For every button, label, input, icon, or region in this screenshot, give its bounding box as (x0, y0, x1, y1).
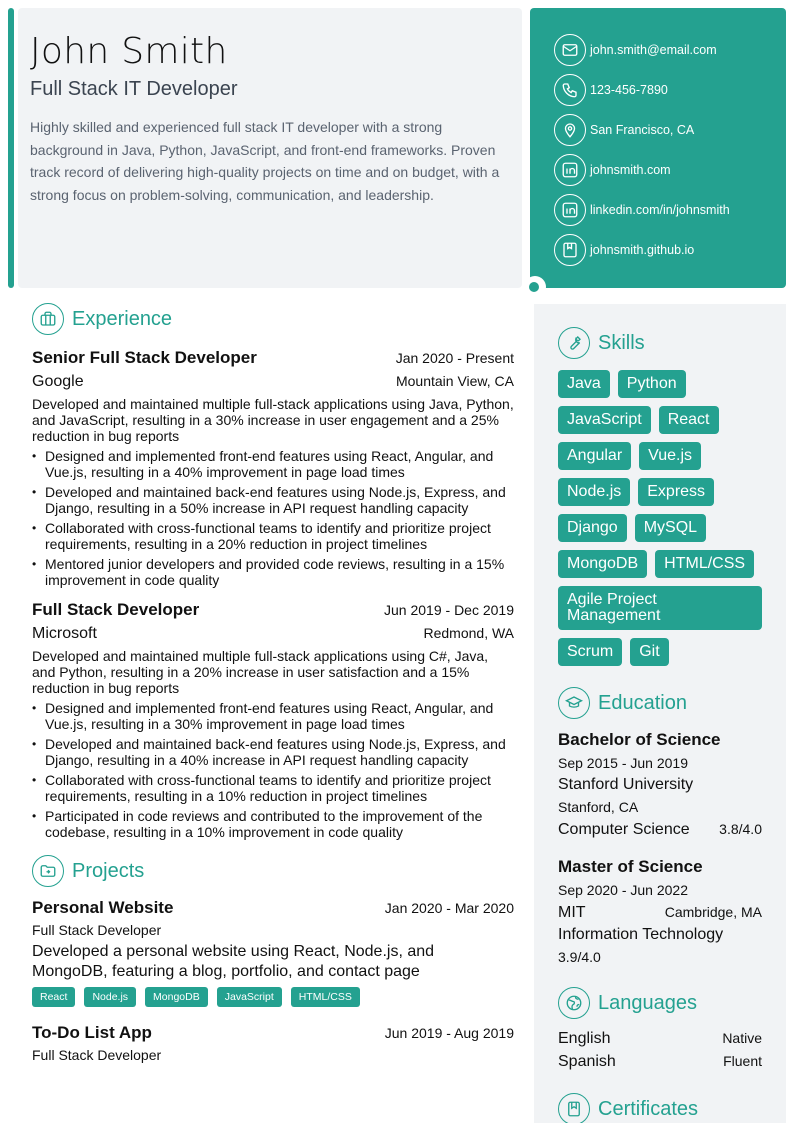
job-description: Developed and maintained multiple full-stack applications using Java, Python, and JavaScript, resulting in a 30% increase in user engagement and a 25% reduction in bug reports (32, 396, 514, 444)
contact-phone[interactable] (530, 70, 786, 110)
language-item (558, 1030, 762, 1053)
skill-badge: Express (638, 478, 714, 506)
skill-badge: JavaScript (558, 406, 651, 434)
profile-summary: Highly skilled and experienced full stack IT developer with a strong background in Java, Python, JavaScript, and front-end frameworks. Proven track record of delivering high-quality projects on time and on budget, with a strong focus on problem-solving, communication, and leadership. (30, 119, 500, 203)
skills-list (558, 370, 762, 666)
graduation-cap-icon (558, 687, 590, 719)
linkedin-icon (554, 154, 586, 186)
candidate-title: Full Stack IT Developer (30, 78, 238, 100)
project-role: Full Stack Developer (32, 922, 162, 938)
skill-badge: Git (630, 638, 668, 666)
contact-location (530, 110, 786, 150)
education-school: Stanford University (558, 776, 694, 793)
skill-badge: MongoDB (558, 550, 647, 578)
main-column (32, 302, 514, 1065)
folder-icon (32, 855, 64, 887)
project-role: Full Stack Developer (32, 1047, 162, 1063)
language-name: English (558, 1030, 611, 1047)
project-tag: MongoDB (145, 987, 208, 1007)
skill-badge: React (659, 406, 719, 434)
projects-title: Projects (72, 859, 145, 882)
header-section (18, 8, 522, 288)
phone-icon (554, 74, 586, 106)
project-tag: React (32, 987, 75, 1007)
job-highlight: • Designed and implemented front-end features using React, Angular, and Vue.js, resulting in a 40% improvement in page load times (32, 448, 514, 480)
skill-badge: Angular (558, 442, 631, 470)
contact-location-text: San Francisco, CA (590, 123, 695, 137)
education-school: MIT (558, 904, 586, 921)
skills-title: Skills (598, 331, 645, 354)
skill-badge: Python (618, 370, 686, 398)
language-level: Native (722, 1030, 762, 1046)
contact-github[interactable] (530, 230, 786, 270)
job-highlight: • Collaborated with cross-functional teams to identify and prioritize project requirements, resulting in a 10% reduction in project timelines (32, 772, 514, 804)
education-title: Education (598, 691, 687, 714)
job-location: Redmond, WA (423, 625, 514, 641)
project-name: Personal Website (32, 898, 174, 917)
project-tag: HTML/CSS (291, 987, 360, 1007)
education-heading (558, 686, 762, 720)
education-degree: Master of Science (558, 857, 703, 876)
job-highlight: • Collaborated with cross-functional teams to identify and prioritize project requirements, resulting in a 20% reduction in project timelines (32, 520, 514, 552)
education-degree: Bachelor of Science (558, 730, 721, 749)
skill-badge: HTML/CSS (655, 550, 754, 578)
map-pin-icon (554, 114, 586, 146)
job-company: Google (32, 373, 84, 390)
job-highlight: • Developed and maintained back-end features using Node.js, Express, and Django, resulting in a 50% increase in API request handling capacity (32, 484, 514, 516)
sidebar-column (534, 304, 786, 1123)
job-location: Mountain View, CA (395, 373, 514, 389)
bookmark-book-icon (554, 234, 586, 266)
languages-title: Languages (598, 991, 697, 1014)
experience-title: Experience (72, 307, 173, 330)
header-connector-dot (524, 276, 546, 298)
job-highlight: • Participated in code reviews and contributed to the improvement of the codebase, resulting in a 10% improvement in code quality (32, 808, 514, 840)
wrench-icon (558, 327, 590, 359)
contact-website-text: johnsmith.com (590, 163, 671, 177)
certificate-book-icon (558, 1093, 590, 1123)
job-highlight: • Mentored junior developers and provided code reviews, resulting in a 15% improvement in code quality (32, 556, 514, 588)
contact-email-text: john.smith@email.com (590, 43, 717, 57)
education-entry (558, 728, 762, 841)
job-highlights (32, 448, 514, 588)
certificates-title: Certificates (598, 1097, 699, 1120)
project-dates: Jun 2019 - Aug 2019 (384, 1025, 514, 1041)
job-dates: Jun 2019 - Dec 2019 (384, 602, 514, 618)
candidate-name: John Smith (30, 31, 228, 72)
education-field: Information Technology (558, 926, 724, 943)
languages-list (558, 1030, 762, 1076)
project-entry (32, 1021, 514, 1065)
job-entry (32, 346, 514, 588)
skill-badge: Scrum (558, 638, 622, 666)
education-dates: Sep 2020 - Jun 2022 (558, 882, 688, 898)
education-location: Cambridge, MA (664, 904, 762, 920)
contact-linkedin[interactable] (530, 190, 786, 230)
education-entry (558, 855, 762, 968)
job-entry (32, 598, 514, 840)
project-name: To-Do List App (32, 1023, 152, 1042)
education-location: Stanford, CA (558, 799, 639, 815)
job-dates: Jan 2020 - Present (395, 350, 514, 366)
globe-icon (558, 987, 590, 1019)
languages-heading (558, 986, 762, 1020)
contact-github-text: johnsmith.github.io (590, 243, 695, 257)
project-tag: JavaScript (217, 987, 282, 1007)
skill-badge: Django (558, 514, 627, 542)
skill-badge: MySQL (635, 514, 706, 542)
contact-phone-text: 123-456-7890 (590, 83, 668, 97)
project-dates: Jan 2020 - Mar 2020 (384, 900, 514, 916)
education-dates: Sep 2015 - Jun 2019 (558, 755, 688, 771)
briefcase-icon (32, 303, 64, 335)
contact-panel (530, 8, 786, 288)
project-entry (32, 896, 514, 1007)
skill-badge: Vue.js (639, 442, 701, 470)
language-name: Spanish (558, 1053, 616, 1070)
header-accent-bar (8, 8, 14, 288)
job-highlight: • Developed and maintained back-end features using Node.js, Express, and Django, resulting in a 40% increase in API request handling capacity (32, 736, 514, 768)
language-level: Fluent (723, 1053, 762, 1069)
project-description: Developed a personal website using React, Node.js, and MongoDB, featuring a blog, portfolio, and contact page (32, 943, 435, 980)
projects-heading (32, 854, 514, 888)
linkedin-icon (554, 194, 586, 226)
skill-badge: Java (558, 370, 610, 398)
job-title: Senior Full Stack Developer (32, 348, 257, 367)
skill-badge: Node.js (558, 478, 630, 506)
language-item (558, 1053, 762, 1076)
certificates-heading (558, 1092, 762, 1123)
contact-website[interactable] (530, 150, 786, 190)
education-gpa: 3.9/4.0 (558, 949, 601, 965)
job-highlights (32, 700, 514, 840)
education-gpa: 3.8/4.0 (719, 821, 762, 837)
experience-heading (32, 302, 514, 336)
education-field: Computer Science (558, 821, 690, 838)
skill-badge: Agile Project Management (558, 586, 762, 630)
skills-heading (558, 326, 762, 360)
project-tag: Node.js (84, 987, 136, 1007)
contact-linkedin-text: linkedin.com/in/johnsmith (590, 203, 730, 217)
mail-icon (554, 34, 586, 66)
contact-email[interactable] (530, 30, 786, 70)
project-tags (32, 987, 514, 1007)
job-highlight: • Designed and implemented front-end features using React, Angular, and Vue.js, resulting in a 30% improvement in page load times (32, 700, 514, 732)
job-description: Developed and maintained multiple full-stack applications using C#, Java, and Python, resulting in a 20% increase in user satisfaction and a 15% reduction in bug reports (32, 648, 489, 696)
job-title: Full Stack Developer (32, 600, 200, 619)
job-company: Microsoft (32, 625, 97, 642)
